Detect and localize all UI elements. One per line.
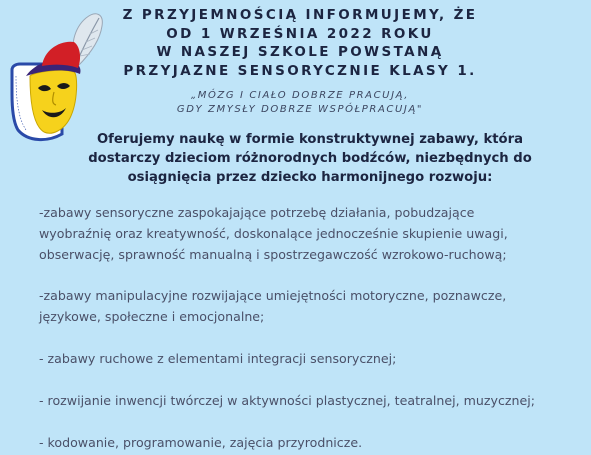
- offer-line: Oferujemy naukę w formie konstruktywnej zabawy, która: [96, 132, 524, 147]
- spacer: [39, 265, 584, 286]
- list-item: [39, 433, 584, 454]
- list-item-line: - zabawy ruchowe z elementami integracji sensorycznej;: [39, 350, 397, 366]
- spacer: [39, 412, 584, 433]
- motto-line: „MÓZG I CIAŁO DOBRZE PRACUJĄ,: [190, 90, 410, 101]
- list-item-line: wyobraźnię oraz kreatywność, doskonalące jednocześnie skupienie uwagi,: [39, 225, 508, 241]
- motto-line: GDY ZMYSŁY DOBRZE WSPÓŁPRACUJĄ": [176, 104, 424, 115]
- mask-icon: [30, 70, 77, 133]
- headline-line: OD 1 WRZEŚNIA 2022 ROKU: [166, 25, 434, 42]
- list-item-line: -zabawy sensoryczne zaspokajające potrzebę działania, pobudzające: [39, 205, 475, 220]
- spacer: [39, 370, 584, 391]
- headline-line: Z PRZYJEMNOŚCIĄ INFORMUJEMY, ŻE: [122, 7, 478, 23]
- motto-quote: [120, 89, 480, 117]
- offer-line: osiągnięcia przez dziecko harmonijnego rozwoju:: [127, 170, 493, 185]
- announcement-headline: [100, 6, 500, 80]
- offer-line: dostarczy dzieciom różnorodnych bodźców, niezbędnych do: [88, 151, 532, 166]
- list-item: [39, 391, 584, 412]
- headline-line: PRZYJAZNE SENSORYCZNIE KLASY 1.: [123, 62, 477, 79]
- list-item: [39, 203, 584, 265]
- list-item-line: językowe, społeczne i emocjonalne;: [39, 309, 265, 325]
- headline-line: W NASZEJ SZKOLE POWSTANĄ: [156, 44, 444, 60]
- list-item: [39, 286, 584, 328]
- list-item-line: obserwację, sprawność manualną i spostrzegawczość wzrokowo-ruchową;: [39, 246, 507, 262]
- list-item-line: - kodowanie, programowanie, zajęcia przyrodnicze.: [39, 434, 363, 450]
- activities-list: [39, 203, 584, 453]
- list-item-line: -zabawy manipulacyjne rozwijające umiejętności motoryczne, poznawcze,: [39, 288, 507, 304]
- offer-paragraph: [40, 130, 580, 187]
- list-item: [39, 349, 584, 370]
- list-item-line: - rozwijanie inwencji twórczej w aktywności plastycznej, teatralnej, muzycznej;: [39, 392, 535, 408]
- spacer: [39, 328, 584, 349]
